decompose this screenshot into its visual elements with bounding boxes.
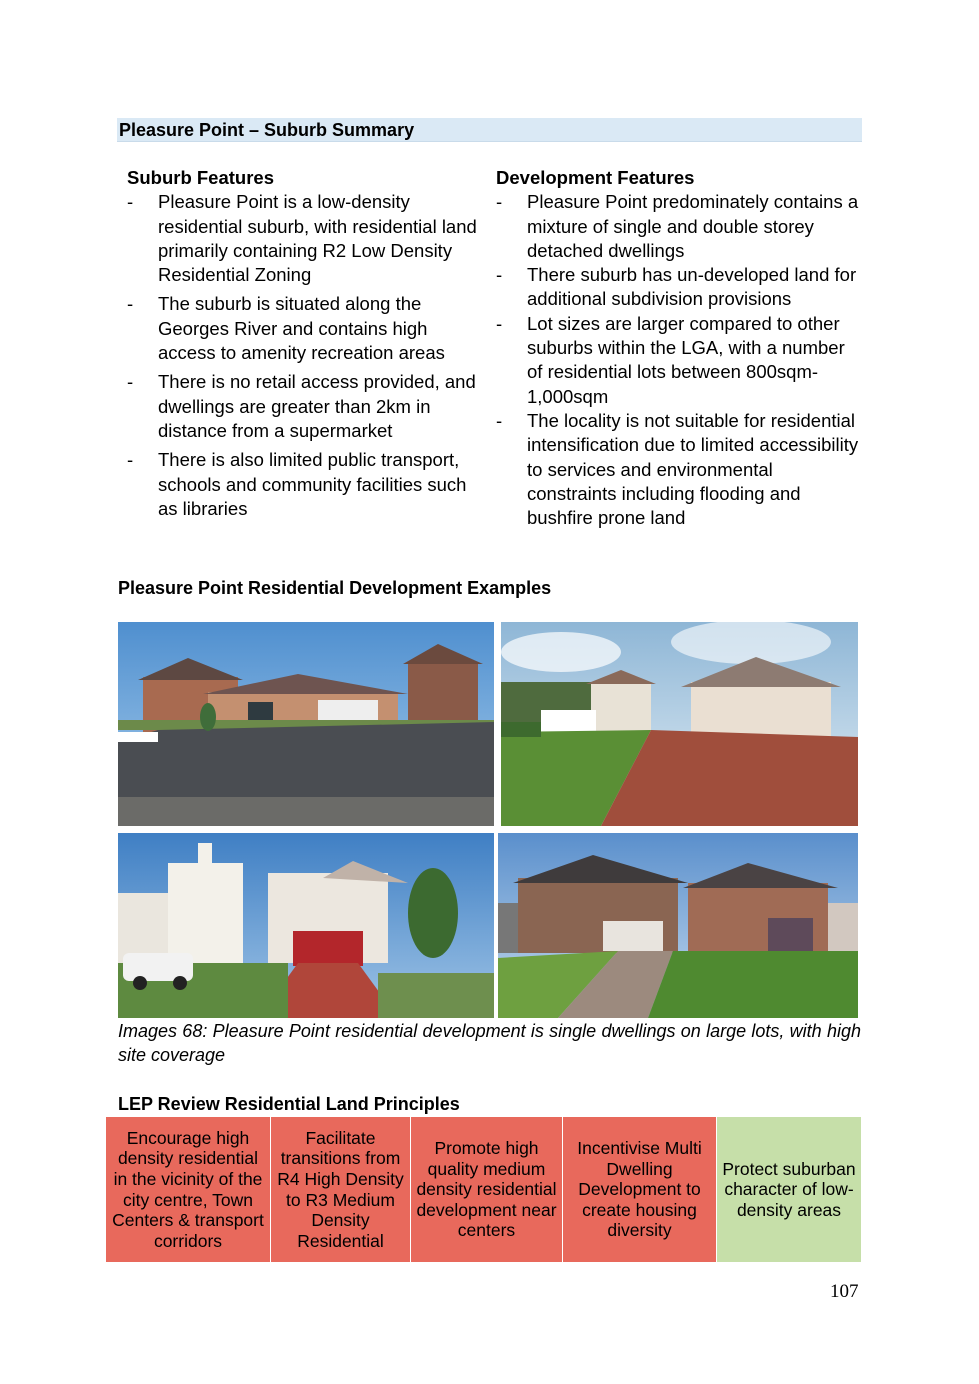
list-item: - There is also limited public transport, schools and community facilities such as libraries bbox=[127, 448, 487, 521]
list-item: - Pleasure Point predominately contains a mixture of single and double storey detached dwellings bbox=[496, 190, 861, 263]
list-item: - The suburb is situated along the Georges River and contains high access to amenity recreation areas bbox=[127, 292, 487, 365]
house-photo-2 bbox=[501, 622, 858, 826]
house-photo-3 bbox=[118, 833, 494, 1018]
list-item: - Lot sizes are larger compared to other suburbs within the LGA, with a number of residential lots between 800sqm-1,000sqm bbox=[496, 312, 861, 409]
list-item: - There is no retail access provided, and dwellings are greater than 2km in distance from a supermarket bbox=[127, 370, 487, 443]
principles-heading: LEP Review Residential Land Principles bbox=[118, 1094, 460, 1114]
suburb-features-list bbox=[127, 190, 487, 521]
examples-heading: Pleasure Point Residential Development Examples bbox=[118, 578, 552, 598]
list-item: - The locality is not suitable for residential intensification due to limited accessibility to services and environmental constraints including flooding and bushfire prone land bbox=[496, 409, 861, 530]
development-features-heading: Development Features bbox=[496, 167, 695, 188]
principle-cell-protect-character: Protect suburban character of low-density areas bbox=[716, 1117, 861, 1262]
house-photo-1 bbox=[118, 622, 494, 826]
figure-caption: Images 68: Pleasure Point residential development is single dwellings on large lots, with high site coverage bbox=[118, 1021, 861, 1065]
page-number: 107 bbox=[830, 1281, 859, 1302]
principle-cell-high-density: Encourage high density residential in the vicinity of the city centre, Town Centers & transport corridors bbox=[106, 1117, 270, 1262]
principle-cell-medium-density: Promote high quality medium density residential development near centers bbox=[410, 1117, 562, 1262]
principle-cell-transitions: Facilitate transitions from R4 High Density to R3 Medium Density Residential bbox=[270, 1117, 410, 1262]
suburb-features-column bbox=[127, 166, 487, 526]
house-photo-4 bbox=[498, 833, 858, 1018]
principles-table bbox=[106, 1117, 861, 1262]
section-title-bar bbox=[117, 118, 862, 142]
development-features-list bbox=[496, 190, 861, 530]
principle-cell-multi-dwelling: Incentivise Multi Dwelling Development to create housing diversity bbox=[562, 1117, 716, 1262]
development-features-column bbox=[496, 166, 861, 530]
section-title: Pleasure Point – Suburb Summary bbox=[119, 120, 415, 140]
list-item: - Pleasure Point is a low-density residential suburb, with residential land primarily containing R2 Low Density Residential Zoning bbox=[127, 190, 487, 287]
list-item: - There suburb has un-developed land for additional subdivision provisions bbox=[496, 263, 861, 312]
suburb-features-heading: Suburb Features bbox=[127, 167, 274, 188]
